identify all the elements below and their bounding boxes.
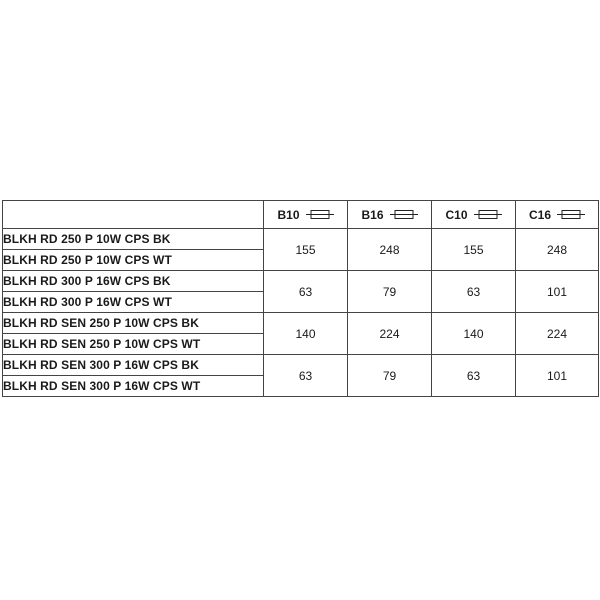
fuse-rating-table xyxy=(2,200,599,397)
value-cell: 224 xyxy=(348,313,432,355)
value-cell: 140 xyxy=(264,313,348,355)
value-cell: 155 xyxy=(432,229,516,271)
value-cell: 79 xyxy=(348,355,432,397)
table-row xyxy=(3,229,599,250)
value-cell: 63 xyxy=(432,271,516,313)
value-cell: 155 xyxy=(264,229,348,271)
column-label: C10 xyxy=(445,207,468,222)
column-label: C16 xyxy=(528,207,551,222)
column-header xyxy=(516,201,599,229)
value-cell: 248 xyxy=(516,229,599,271)
column-label: B16 xyxy=(361,207,384,222)
column-header xyxy=(348,201,432,229)
fuse-icon xyxy=(306,210,334,219)
value-cell: 224 xyxy=(516,313,599,355)
column-header xyxy=(432,201,516,229)
value-cell: 63 xyxy=(432,355,516,397)
corner-cell xyxy=(3,201,264,229)
column-header xyxy=(264,201,348,229)
table-row xyxy=(3,355,599,376)
value-cell: 140 xyxy=(432,313,516,355)
fuse-icon xyxy=(557,210,585,219)
value-cell: 79 xyxy=(348,271,432,313)
fuse-icon xyxy=(474,210,502,219)
product-name: BLKH RD 250 P 10W CPS WT xyxy=(3,250,264,271)
table-row xyxy=(3,313,599,334)
fuse-icon xyxy=(390,210,418,219)
table-row xyxy=(3,271,599,292)
value-cell: 248 xyxy=(348,229,432,271)
product-name: BLKH RD SEN 300 P 16W CPS BK xyxy=(3,355,264,376)
product-name: BLKH RD SEN 250 P 10W CPS WT xyxy=(3,334,264,355)
product-name: BLKH RD 250 P 10W CPS BK xyxy=(3,229,264,250)
header-row xyxy=(3,201,599,229)
product-name: BLKH RD SEN 300 P 16W CPS WT xyxy=(3,376,264,397)
value-cell: 63 xyxy=(264,271,348,313)
column-label: B10 xyxy=(277,207,300,222)
product-name: BLKH RD 300 P 16W CPS WT xyxy=(3,292,264,313)
product-name: BLKH RD 300 P 16W CPS BK xyxy=(3,271,264,292)
value-cell: 63 xyxy=(264,355,348,397)
value-cell: 101 xyxy=(516,271,599,313)
product-name: BLKH RD SEN 250 P 10W CPS BK xyxy=(3,313,264,334)
value-cell: 101 xyxy=(516,355,599,397)
